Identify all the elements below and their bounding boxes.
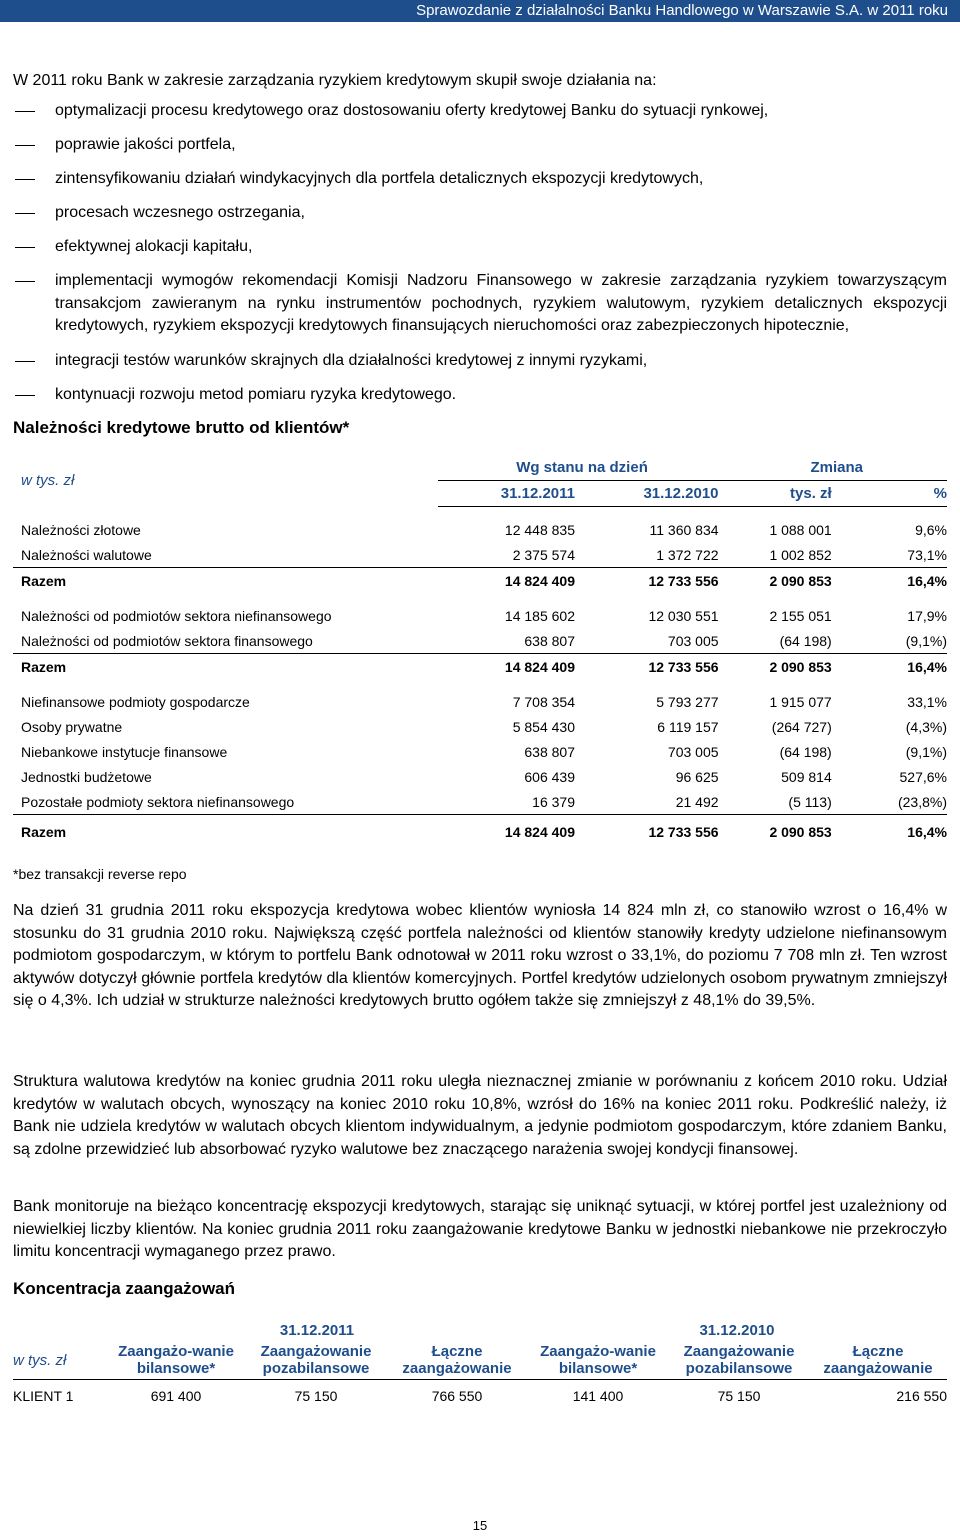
bullet-item: procesach wczesnego ostrzegania, xyxy=(13,202,947,224)
cell: 17,9% xyxy=(907,607,947,624)
cell: 73,1% xyxy=(832,542,947,568)
concentration-table xyxy=(13,1320,947,1406)
row-label: Razem xyxy=(21,823,67,840)
cell: 14 824 409 xyxy=(504,823,575,840)
bullet-item: efektywnej alokacji kapitału, xyxy=(13,236,947,258)
row-label: Należności od podmiotów sektora niefinansowego xyxy=(21,607,332,624)
table-row xyxy=(13,714,947,739)
row-label: Niefinansowe podmioty gospodarcze xyxy=(21,693,250,710)
row-label: Jednostki budżetowe xyxy=(21,768,152,785)
cell: 96 625 xyxy=(675,768,719,785)
paragraph: Struktura walutowa kredytów na koniec grudnia 2011 roku uległa nieznacznej zmianie w porównaniu z końcem 2010 roku. Udział kredytów w walutach obcych, wynoszący na koniec 2010 roku 10,8%, wzrósł do 16% na koniec 2011 roku. Podkreślić należy, iż Bank nie udziela kredytów w walutach obcych klientom indywidualnym, a jedynie podmiotom gospodarczym, które zdaniem Banku, są zdolne przewidzieć lub absorbować ryzyko walutowe bez znaczącego narażenia swojej kondycji finansowej. xyxy=(13,1073,947,1158)
cell: 527,6% xyxy=(899,768,947,785)
cell: (9,1%) xyxy=(905,743,947,760)
cell: 766 550 xyxy=(431,1388,483,1404)
bullet-item: optymalizacji procesu kredytowego oraz dostosowaniu oferty kredytowej Banku do sytuacji rynkowej, xyxy=(13,100,947,122)
cell: 9,6% xyxy=(915,521,947,538)
table1-col: tys. zł xyxy=(719,481,832,507)
table-row xyxy=(13,819,947,844)
cell: 703 005 xyxy=(575,628,719,654)
table-row xyxy=(13,764,947,789)
table2-col: Zaangażowanie pozabilansowe xyxy=(245,1341,387,1380)
table2-col: Zaangażo-wanie bilansowe* xyxy=(527,1341,669,1380)
table-row xyxy=(13,568,947,594)
table2-col: Zaangażo-wanie bilansowe* xyxy=(107,1341,245,1380)
table-row xyxy=(13,542,947,568)
cell: 638 807 xyxy=(524,743,575,760)
cell: 33,1% xyxy=(907,693,947,710)
cell: 691 400 xyxy=(150,1388,202,1404)
cell: 5 854 430 xyxy=(512,718,575,735)
cell: 12 733 556 xyxy=(648,572,719,589)
cell: (64 198) xyxy=(779,743,832,760)
bullet-item: integracji testów warunków skrajnych dla działalności kredytowej z innymi ryzykami, xyxy=(13,350,947,372)
page-header xyxy=(0,0,960,22)
row-label: Należności złotowe xyxy=(21,521,141,538)
cell: 141 400 xyxy=(572,1388,624,1404)
table1-footnote: *bez transakcji reverse repo xyxy=(13,866,187,882)
table2-col: Łączne zaangażowanie xyxy=(387,1341,527,1380)
cell: 12 030 551 xyxy=(648,607,719,624)
bullet-item: poprawie jakości portfela, xyxy=(13,134,947,156)
cell: 1 002 852 xyxy=(719,542,832,568)
table1-group-date: Wg stanu na dzień xyxy=(438,455,719,481)
row-label: Należności od podmiotów sektora finansowego xyxy=(13,628,438,654)
cell: 16,4% xyxy=(907,572,947,589)
cell: 2 090 853 xyxy=(769,823,832,840)
receivables-table xyxy=(13,455,947,844)
table2-date-2011: 31.12.2011 xyxy=(279,1322,355,1339)
cell: 2 090 853 xyxy=(769,658,832,675)
bullet-item: zintensyfikowaniu działań windykacyjnych dla portfela detalicznych ekspozycji kredytowych, xyxy=(13,168,947,190)
table-row xyxy=(13,628,947,654)
cell: 11 360 834 xyxy=(649,521,719,538)
cell: 1 088 001 xyxy=(769,521,832,538)
cell: 703 005 xyxy=(667,743,719,760)
cell: 638 807 xyxy=(438,628,575,654)
table-row xyxy=(13,689,947,714)
cell: 14 185 602 xyxy=(504,607,575,624)
page-number: 15 xyxy=(472,1518,488,1533)
paragraph: Bank monitoruje na bieżąco koncentrację ekspozycji kredytowych, starając się uniknąć sytuacji, w której portfel jest uzależniony od niewielkiej liczby klientów. Na koniec grudnia 2011 roku zaangażowanie kredytowe Banku w jednostki niebankowe nie przekroczyło limitu koncentracji wymaganego przez prawo. xyxy=(13,1198,947,1261)
cell: 1 915 077 xyxy=(769,693,832,710)
table2-unit: w tys. zł xyxy=(13,1341,107,1380)
table-row xyxy=(13,739,947,764)
table-row xyxy=(13,517,947,542)
table-row xyxy=(13,603,947,628)
cell: 7 708 354 xyxy=(512,693,575,710)
cell: 14 824 409 xyxy=(504,572,575,589)
bullet-item: implementacji wymogów rekomendacji Komisji Nadzoru Finansowego w zakresie zarządzania ryzykiem towarzyszącym transakcjom zawieranym na rynku instrumentów pochodnych, ryzykiem walutowym, ryzykiem detalicznych ekspozycji kredytowych, ryzykiem ekspozycji kredytowych finansujących nieruchomości oraz zabezpieczonych hipotecznie, xyxy=(13,270,947,338)
cell: 216 550 xyxy=(896,1388,947,1404)
cell: 509 814 xyxy=(781,768,832,785)
table2-col: Zaangażowanie pozabilansowe xyxy=(669,1341,809,1380)
cell: 2 090 853 xyxy=(769,572,832,589)
cell: 16 379 xyxy=(438,789,575,815)
table1-unit: w tys. zł xyxy=(21,472,75,490)
bullet-list xyxy=(13,100,947,418)
cell: (4,3%) xyxy=(905,718,947,735)
intro-text: W 2011 roku Bank w zakresie zarządzania ryzykiem kredytowym skupił swoje działania na: xyxy=(13,72,657,89)
row-label: KLIENT 1 xyxy=(13,1388,74,1404)
table-row xyxy=(13,1380,947,1407)
row-label: Należności walutowe xyxy=(13,542,438,568)
cell: 21 492 xyxy=(575,789,719,815)
cell: 2 375 574 xyxy=(438,542,575,568)
cell: 606 439 xyxy=(524,768,575,785)
bullet-item: kontynuacji rozwoju metod pomiaru ryzyka kredytowego. xyxy=(13,384,947,406)
row-label: Razem xyxy=(21,658,67,675)
table2-date-2010: 31.12.2010 xyxy=(699,1322,775,1339)
table1-group-change: Zmiana xyxy=(719,455,947,481)
cell: 6 119 157 xyxy=(657,718,719,735)
cell: 14 824 409 xyxy=(504,658,575,675)
cell: (264 727) xyxy=(771,718,832,735)
table1-title: Należności kredytowe brutto od klientów* xyxy=(13,418,350,437)
row-label: Osoby prywatne xyxy=(21,718,123,735)
cell: 75 150 xyxy=(294,1388,338,1404)
cell: (64 198) xyxy=(719,628,832,654)
table-row xyxy=(13,654,947,680)
header-title: Sprawozdanie z działalności Banku Handlowego w Warszawie S.A. w 2011 roku xyxy=(416,2,948,19)
cell: 12 448 835 xyxy=(504,521,575,538)
row-label: Razem xyxy=(21,572,67,589)
cell: 5 793 277 xyxy=(656,693,719,710)
cell: (23,8%) xyxy=(832,789,947,815)
row-label: Niebankowe instytucje finansowe xyxy=(21,743,228,760)
table2-title: Koncentracja zaangażowań xyxy=(13,1279,236,1298)
cell: 16,4% xyxy=(907,658,947,675)
table-row xyxy=(13,789,947,815)
table1-col: 31.12.2011 xyxy=(438,481,575,507)
table2-col: Łączne zaangażowanie xyxy=(809,1341,947,1380)
cell: 75 150 xyxy=(717,1388,761,1404)
cell: 16,4% xyxy=(907,823,947,840)
table1-col: % xyxy=(832,481,947,507)
row-label: Pozostałe podmioty sektora niefinansowego xyxy=(13,789,438,815)
cell: 12 733 556 xyxy=(648,823,719,840)
cell: (9,1%) xyxy=(832,628,947,654)
cell: (5 113) xyxy=(719,789,832,815)
cell: 12 733 556 xyxy=(648,658,719,675)
cell: 2 155 051 xyxy=(769,607,832,624)
table1-col: 31.12.2010 xyxy=(575,481,719,507)
paragraph: Na dzień 31 grudnia 2011 roku ekspozycja kredytowa wobec klientów wyniosła 14 824 mln zł, co stanowiło wzrost o 16,4% w stosunku do 31 grudnia 2010 roku. Największą część portfela należności od klientów stanowiły kredyty udzielone niefinansowym podmiotom gospodarczym, w którym to portfelu Bank odnotował w 2011 roku wzrost o 33,1%, do poziomu 7 708 mln zł. Ten wzrost aktywów dotyczył głównie portfela kredytów dla klientów komercyjnych. Portfel kredytów udzielonych osobom prywatnym zmniejszył się o 4,3%. Ich udział w strukturze należności kredytowych brutto ogółem także się zmniejszył z 48,1% do 39,5%. xyxy=(13,902,947,1010)
cell: 1 372 722 xyxy=(575,542,719,568)
